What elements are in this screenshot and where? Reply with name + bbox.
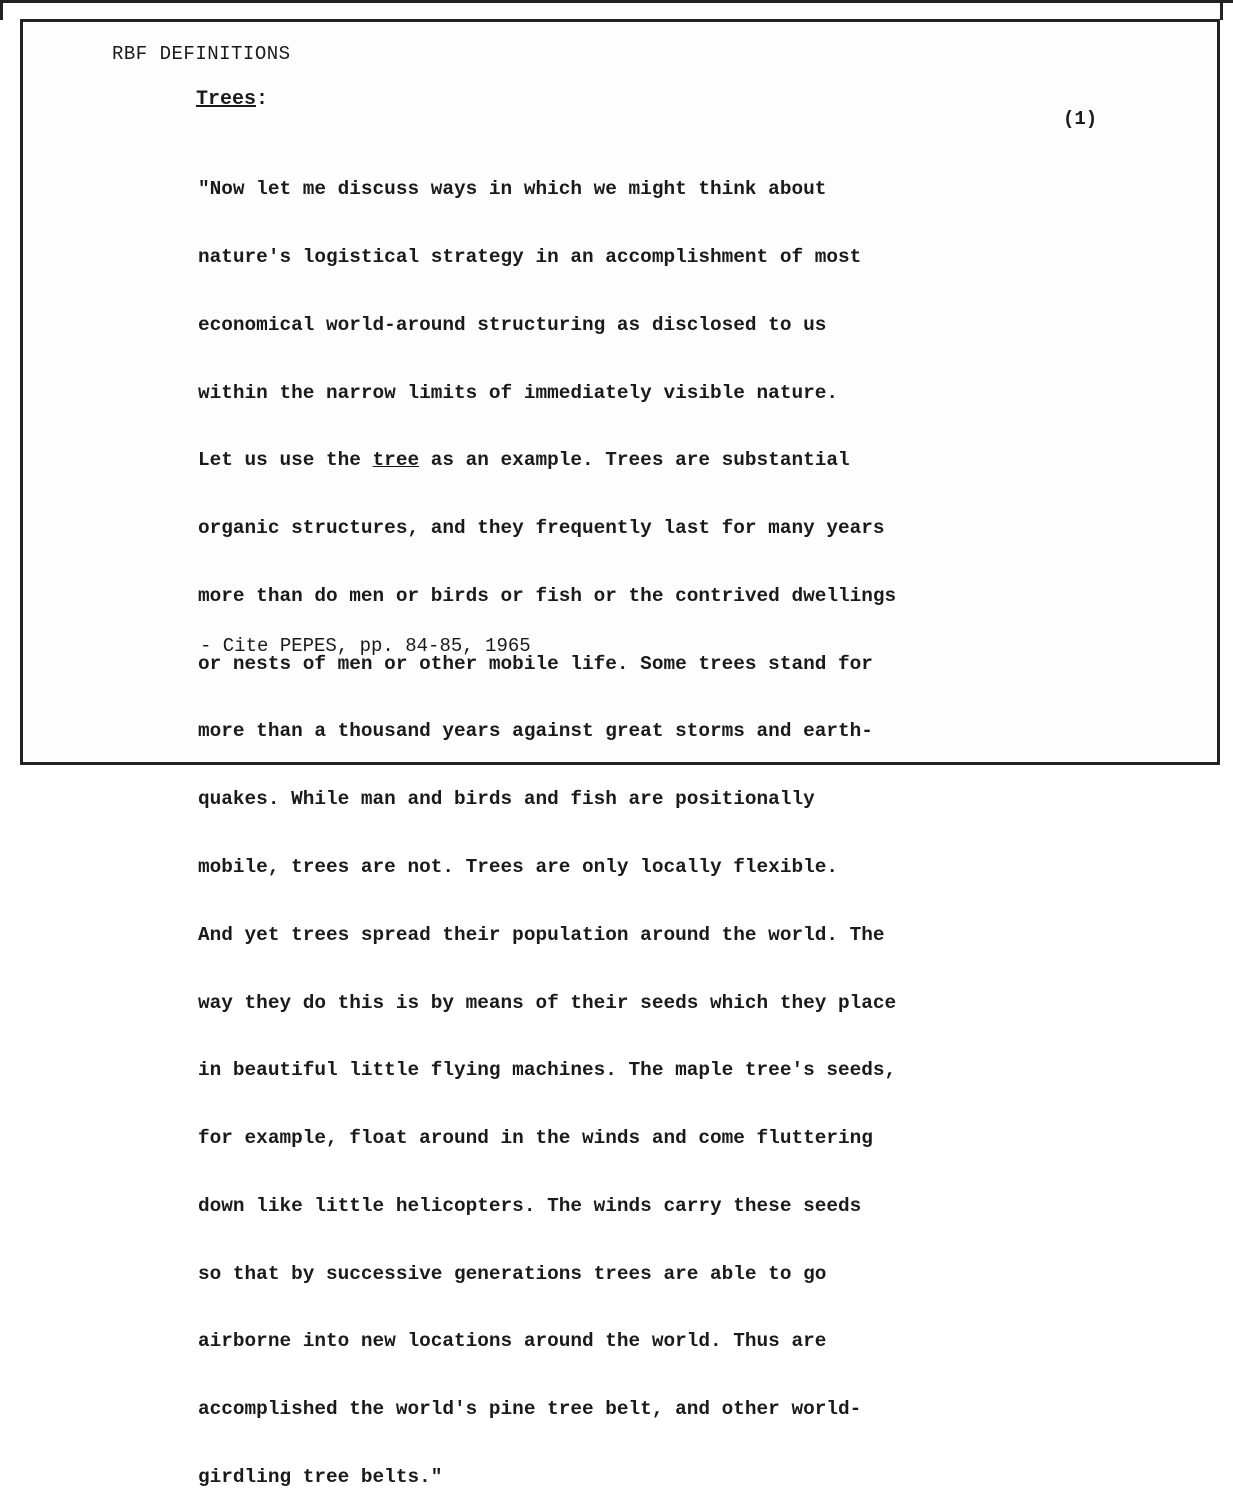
quote-line: so that by successive generations trees are able to go	[198, 1262, 827, 1285]
quote-line: And yet trees spread their population around the world. The	[198, 923, 885, 946]
quote-line: more than a thousand years against great storms and earth-	[198, 720, 873, 743]
quote-line: accomplished the world's pine tree belt, and other world-	[198, 1398, 862, 1421]
emphasized-word: tree	[372, 449, 420, 472]
citation: - Cite PEPES, pp. 84-85, 1965	[200, 635, 531, 657]
quote-line: nature's logistical strategy in an accomplishment of most	[198, 245, 862, 268]
quote-line: girdling tree belts."	[198, 1466, 443, 1489]
quote-line-emphasis	[198, 449, 1078, 472]
quote-line: for example, float around in the winds and come fluttering	[198, 1127, 873, 1150]
quote-line: quakes. While man and birds and fish are positionally	[198, 788, 815, 811]
quote-line: down like little helicopters. The winds carry these seeds	[198, 1194, 862, 1217]
section-title	[196, 88, 268, 111]
quote-line: within the narrow limits of immediately visible nature.	[198, 381, 838, 404]
quote-line: in beautiful little flying machines. The maple tree's seeds,	[198, 1059, 897, 1082]
quote-line: more than do men or birds or fish or the contrived dwellings	[198, 584, 897, 607]
quote-line: organic structures, and they frequently last for many years	[198, 517, 885, 540]
top-rule	[0, 0, 1233, 3]
quote-line: "Now let me discuss ways in which we might think about	[198, 178, 827, 201]
quote-block	[198, 133, 1078, 1511]
page-number: (1)	[1063, 108, 1098, 130]
section-title-suffix: :	[256, 88, 269, 111]
quote-line: way they do this is by means of their seeds which they place	[198, 991, 897, 1014]
page-heading: RBF DEFINITIONS	[112, 43, 291, 65]
quote-line-end: as an example. Trees are substantial	[419, 449, 850, 472]
quote-line: or nests of men or other mobile life. Some trees stand for	[198, 652, 873, 675]
quote-line: airborne into new locations around the world. Thus are	[198, 1330, 827, 1353]
quote-line-start: Let us use the	[198, 449, 373, 472]
quote-line: mobile, trees are not. Trees are only locally flexible.	[198, 856, 838, 878]
left-edge-rule	[0, 0, 3, 20]
section-title-text: Trees	[196, 88, 257, 111]
quote-line: economical world-around structuring as disclosed to us	[198, 313, 827, 336]
right-edge-rule	[1220, 0, 1223, 20]
